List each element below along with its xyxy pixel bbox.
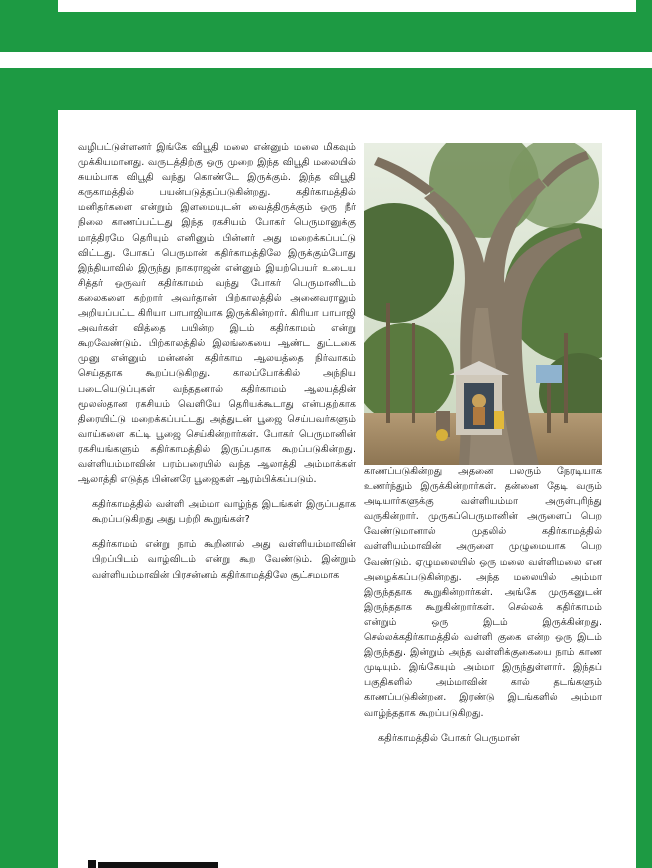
right-border-strip [636,178,652,798]
page-separator [0,52,652,68]
magazine-page [58,110,636,868]
right-text-column [364,464,602,756]
top-page-edge [58,0,636,12]
right-paragraph-2: கதிர்காமத்தில் போகர் பெருமான் [378,732,520,744]
question-paragraph: கதிர்காமத்தில் வள்ளி அம்மா வாழ்ந்த இடங்கள் இருப்பதாக கூறப்படுகிறது அது பற்றி கூறுங்கள்? [92,499,356,526]
right-paragraph-1: காணப்படுகின்றது அதனை பலரும் நேரடியாக உணர்ந்தும் இருக்கின்றார்கள். தன்னை தேடி வரும் அடியார்களுக்கு வள்ளியம்மா அருள்புரிந்து வருகின்றார். முருகப்பெருமானின் அருளைப் பெற வேண்டுமானால் முதலில் கதிர்காமத்தில் வள்ளியம்மாவின் அருளை முழுமையாக பெற வேண்டும். ஏழுமலையில் ஒரு மலை வள்ளிமலை என அழைக்கப்படுகின்றது. அந்த மலையில் அம்மா இருந்ததாக கூறுகின்றார்கள். அங்கே முருகனுடன் இருந்ததாக கூறுகின்றார்கள். செல்லக் கதிர்காமம் என்றும் ஒரு இடம் இருக்கின்றது. செல்லக்கதிர்காமத்தில் வள்ளி குகை என்ற ஒரு இடம் இருந்தது. இன்றும் அந்த வள்ளிக்குகையை நாம் காண முடியும். இங்கேயும் அம்மா இருந்துள்ளார். இந்தப் பகுதிகளில் அம்மாவின் கால் தடங்களும் காணப்படுகின்றன. இரண்டு இடங்களில் அம்மா வாழ்ந்ததாக கூறப்படுகிறது. [364,466,602,719]
tree-shrine-photo [364,143,602,465]
left-text-column [78,140,356,593]
magazine-logo-fragment [88,858,228,868]
answer-paragraph: கதிர்காமம் என்று நாம் கூறினால் அது வள்ளியம்மாவின் பிறப்பிடம் வாழ்விடம் என்று கூற வேண்டும். இன்றும் வள்ளியம்மாவின் பிரசன்னம் கதிர்காமத்திலே சூட்சமமாக [92,539,356,581]
paragraph-1: வழிபட்டுள்ளனர் இங்கே விபூதி மலை என்னும் மலை மிகவும் முக்கியமானது. வருடத்திற்கு ஒரு முறை இந்த விபூதி மலையில் சுயம்பாக விபூதி வந்து கொண்டே இருக்கும். இந்த விபூதி கருகாமத்தில் பயன்படுத்தப்படுகின்றது. கதிர்காமத்தில் மனிதர்களை என்றும் இளமையுடன் வைத்திருக்கும் ஒரு நீர் நிலை காணப்பட்டது இந்த ரகசியம் போகர் பெருமானுக்கு மாத்திரமே தெரியும் எனினும் பின்னர் அது மறைக்கப்பட்டு விட்டது. போகப் பெருமான் கதிர்காமத்திலே இருக்கும்போது இந்தியாவில் இருந்து நாகராஜன் என்னும் இயற்பெயர் உடைய சித்தர் ஒருவர் கதிர்காமம் வந்து போகர் பெருமானிடம் கலைகளை கற்றார் அவர்தான் பிற்காலத்தில் அனைவராலும் அறியப்பட்ட கிரியா பாபாஜியாக இருக்கின்றார். கிரியா பாபாஜி அவர்கள் வித்தை பயின்ற இடம் கதிர்காமம் என்று கூறவேண்டும். பிற்காலத்தில் இலங்கையை ஆண்ட துட்டகை முனு என்னும் மன்னன் கதிர்காம ஆலயத்தை நிர்வாகம் செய்ததாக கூறப்படுகிறது. காலப்போக்கில் அந்நிய படையெடுப்புகள் வந்ததனால் கதிர்காமம் ஆலயத்தின் மூலஸ்தான ரகசியம் வெளியே தெரியக்கூடாது என்பதற்காக திரையிட்டு மறைக்கப்பட்டது அத்துடன் பூஜை செய்பவர்களும் வாய்களை கட்டி பூஜை செய்கின்றார்கள். போகர் பெருமானின் ரகசியங்களும் கதிர்காமத்தில் இருப்பதாக கூறப்படுகின்றது. வள்ளியம்மாவின் பரம்பரையில் வந்த ஆலாத்தி அம்மாக்கள் ஆலாத்தி எடுத்த பின்னரே பூஜைகள் ஆரம்பிக்கப்படும். [78,142,356,486]
